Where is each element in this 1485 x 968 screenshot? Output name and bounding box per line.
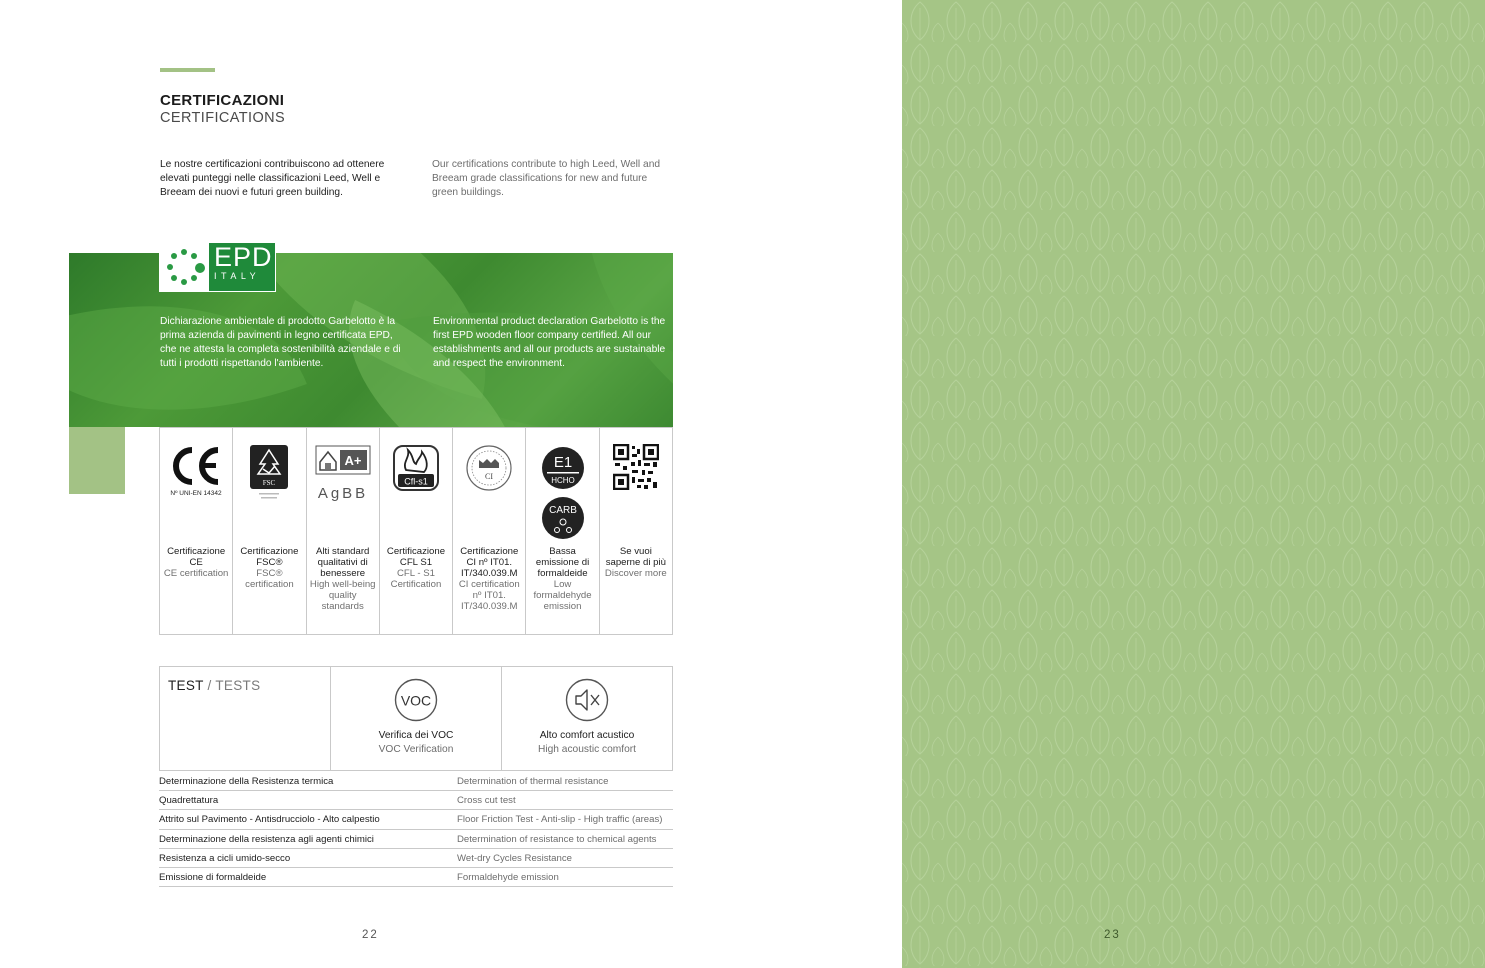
e1-carb-icon xyxy=(539,444,587,542)
cert-label-english: FSC® certification xyxy=(245,568,294,590)
test-row-english: Wet-dry Cycles Resistance xyxy=(457,852,572,864)
cfl-caption: Cfl-s1 xyxy=(404,476,428,487)
cert-label-italian: Bassa emissione di formaldeide xyxy=(535,546,590,579)
table-row xyxy=(159,868,673,887)
test-voc-italian: Verifica dei VOC xyxy=(378,730,454,741)
test-acoustic-italian: Alto comfort acustico xyxy=(539,730,635,741)
ci-caption: CI xyxy=(485,472,494,481)
test-row-english: Formaldehyde emission xyxy=(457,871,559,883)
cert-label-english: Low formaldehyde emission xyxy=(533,579,592,612)
table-row xyxy=(159,772,673,791)
cert-label-italian: Alti standard qualitativi di benessere xyxy=(316,546,370,579)
leaf-pattern-background xyxy=(902,0,1485,968)
ci-seal-icon xyxy=(465,444,513,492)
cert-label-english: High well-being quality standards xyxy=(309,579,376,612)
page-number-right: 23 xyxy=(1104,929,1121,941)
accent-square xyxy=(69,427,125,494)
cert-ce xyxy=(160,428,233,634)
certifications-grid xyxy=(159,427,673,635)
tests-box xyxy=(159,666,673,771)
svg-text:CARB: CARB xyxy=(548,505,577,516)
cert-label-italian: Certificazione FSC® xyxy=(240,546,299,568)
cert-qr-more[interactable] xyxy=(600,428,672,634)
table-row xyxy=(159,849,673,868)
test-acoustic xyxy=(502,667,672,770)
test-row-italian: Resistenza a cicli umido-secco xyxy=(159,852,291,864)
cert-label-italian: Certificazione CE xyxy=(167,546,226,568)
test-voc-english: VOC Verification xyxy=(378,744,454,755)
cert-label-italian: Certificazione CFL S1 xyxy=(386,546,446,568)
intro-text-italian: Le nostre certificazioni contribuiscono ad ottenere elevati punteggi nelle classificazioni Leed, Well e Breeam dei nuovi e futuri green building. xyxy=(160,159,385,199)
epd-italy-logo xyxy=(159,242,276,292)
cert-label-english: CFL - S1 Certification xyxy=(390,568,442,590)
svg-text:HCHO: HCHO xyxy=(550,476,575,485)
test-row-italian: Determinazione della Resistenza termica xyxy=(159,776,334,787)
voc-icon xyxy=(394,678,438,722)
test-row-english: Determination of resistance to chemical agents xyxy=(457,833,657,845)
page-number-left: 22 xyxy=(362,929,379,941)
fsc-caption: FSC xyxy=(263,479,276,487)
test-row-italian: Attrito sul Pavimento - Antisdrucciolo - Alto calpestio xyxy=(159,814,380,826)
epd-logo-text: EPD xyxy=(214,242,273,272)
test-row-english: Floor Friction Test - Anti-slip - High traffic (areas) xyxy=(457,814,663,826)
air-quality-aplus-icon xyxy=(314,444,372,506)
cert-ci xyxy=(453,428,526,634)
page-title: CERTIFICAZIONI xyxy=(160,92,285,109)
cert-e1-carb xyxy=(526,428,599,634)
test-voc xyxy=(331,667,502,770)
ce-mark-icon xyxy=(166,444,226,500)
voc-icon-text: VOC xyxy=(400,692,432,709)
qr-code-icon[interactable] xyxy=(613,444,659,490)
tests-table xyxy=(159,772,673,887)
epd-text-italian: Dichiarazione ambientale di prodotto Garbelotto è la prima azienda di pavimenti in legno certificata EPD, che ne attesta la completa sostenibilità aziendale e di tutti i prodotti rispettando l'ambiente. xyxy=(160,316,401,370)
fire-cfl-s1-icon xyxy=(392,444,440,492)
svg-text:E1: E1 xyxy=(553,454,572,471)
epd-logo-subtext: ITALY xyxy=(214,271,261,281)
epd-dots-icon xyxy=(160,243,209,291)
cert-cfl xyxy=(380,428,453,634)
test-row-english: Determination of thermal resistance xyxy=(457,776,609,787)
tests-title-italian: TEST xyxy=(168,678,204,693)
test-row-italian: Determinazione della resistenza agli agenti chimici xyxy=(159,833,374,845)
svg-text:A+: A+ xyxy=(344,453,362,468)
intro-text-english: Our certifications contribute to high Leed, Well and Breeam grade classifications for new and future green buildings. xyxy=(432,159,661,199)
test-row-italian: Emissione di formaldeide xyxy=(159,871,267,883)
cert-label-english: CE certification xyxy=(163,568,229,579)
fsc-logo-icon xyxy=(249,444,289,502)
cert-label-italian: Certificazione CI nº IT01. IT/340.039.M xyxy=(460,546,519,579)
discover-more-link[interactable]: Discover more xyxy=(604,568,667,579)
ce-caption: Nº UNI-EN 14342 xyxy=(170,490,222,497)
tests-title-english: TESTS xyxy=(215,678,261,693)
accent-bar xyxy=(160,68,215,72)
cert-agbb xyxy=(307,428,380,634)
tests-separator: / xyxy=(203,678,216,693)
test-row-english: Cross cut test xyxy=(457,795,516,807)
table-row xyxy=(159,830,673,849)
tests-heading xyxy=(160,667,331,770)
test-acoustic-english: High acoustic comfort xyxy=(538,744,636,755)
cert-fsc xyxy=(233,428,306,634)
table-row xyxy=(159,791,673,810)
cert-label-english: CI certification nº IT01. IT/340.039.M xyxy=(458,579,520,612)
speaker-mute-icon xyxy=(565,678,609,722)
test-row-italian: Quadrettatura xyxy=(159,795,219,807)
page-subtitle: CERTIFICATIONS xyxy=(160,110,286,126)
agbb-caption: AgBB xyxy=(317,485,368,502)
epd-text-english: Environmental product declaration Garbelotto is the first EPD wooden floor company certified. All our establishments and all our products are sustainable and respect the environment. xyxy=(433,316,666,370)
right-page-pattern xyxy=(902,0,1485,968)
table-row xyxy=(159,810,673,829)
cert-label-italian: Se vuoi saperne di più xyxy=(605,546,666,568)
